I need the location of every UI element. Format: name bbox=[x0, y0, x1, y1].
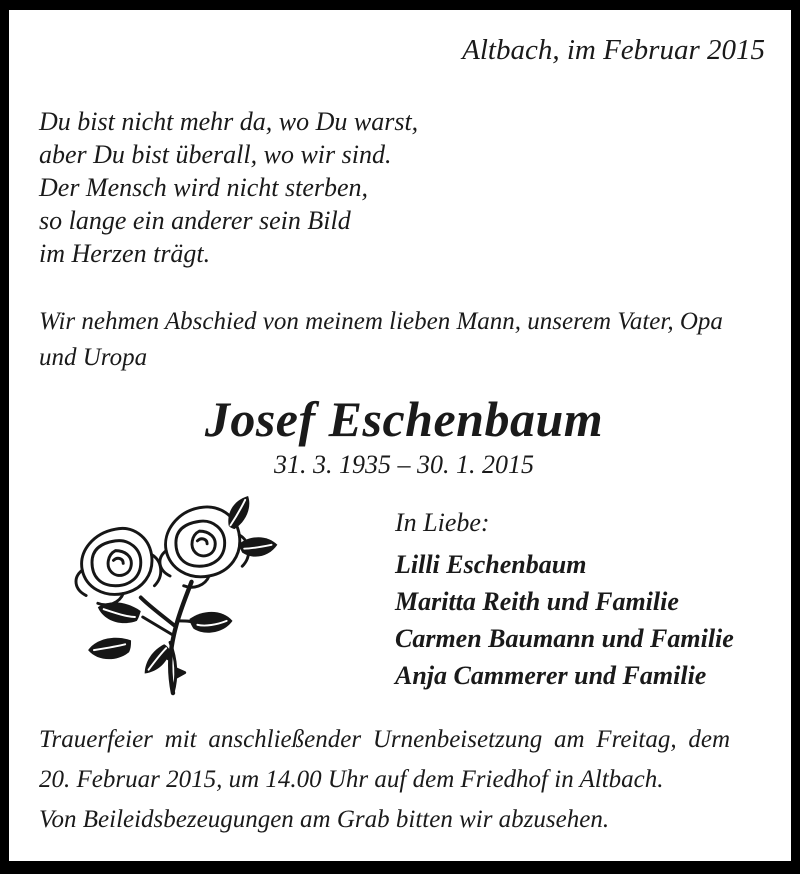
mourner-name: Maritta Reith und Familie bbox=[395, 587, 679, 616]
poem-line: Du bist nicht mehr da, wo Du warst, bbox=[39, 107, 419, 136]
mourner-name: Carmen Baumann und Familie bbox=[395, 624, 734, 653]
poem-line: aber Du bist überall, wo wir sind. bbox=[39, 140, 392, 169]
closing-section bbox=[395, 496, 734, 694]
mourners-list bbox=[395, 546, 734, 694]
life-dates: 31. 3. 1935 – 30. 1. 2015 bbox=[274, 450, 534, 479]
poem-line: im Herzen trägt. bbox=[39, 239, 211, 268]
mourner-name: Anja Cammerer und Familie bbox=[395, 661, 707, 690]
closing-heading: In Liebe: bbox=[395, 508, 490, 537]
farewell-intro-line: und Uropa bbox=[39, 344, 148, 371]
obituary-card bbox=[9, 10, 791, 861]
dateline: Altbach, im Februar 2015 bbox=[462, 34, 765, 66]
poem-line: so lange ein anderer sein Bild bbox=[39, 206, 351, 235]
middle-section bbox=[39, 496, 769, 696]
condolence-note: Von Beileidsbezeugungen am Grab bitten wir abzusehen. bbox=[39, 806, 610, 833]
rose-illustration bbox=[53, 496, 291, 696]
memorial-poem bbox=[39, 105, 769, 270]
funeral-details-line: Trauerfeier mit anschließender Urnenbeisetzung am Freitag, dem bbox=[39, 726, 731, 753]
funeral-details-line: 20. Februar 2015, um 14.00 Uhr auf dem Friedhof in Altbach. bbox=[39, 766, 664, 793]
roses-icon bbox=[53, 496, 291, 696]
poem-line: Der Mensch wird nicht sterben, bbox=[39, 173, 369, 202]
mourner-name: Lilli Eschenbaum bbox=[395, 550, 587, 579]
deceased-name: Josef Eschenbaum bbox=[204, 391, 604, 447]
farewell-intro bbox=[39, 304, 769, 376]
funeral-details bbox=[39, 720, 769, 840]
farewell-intro-line: Wir nehmen Abschied von meinem lieben Mann, unserem Vater, Opa bbox=[39, 308, 723, 335]
